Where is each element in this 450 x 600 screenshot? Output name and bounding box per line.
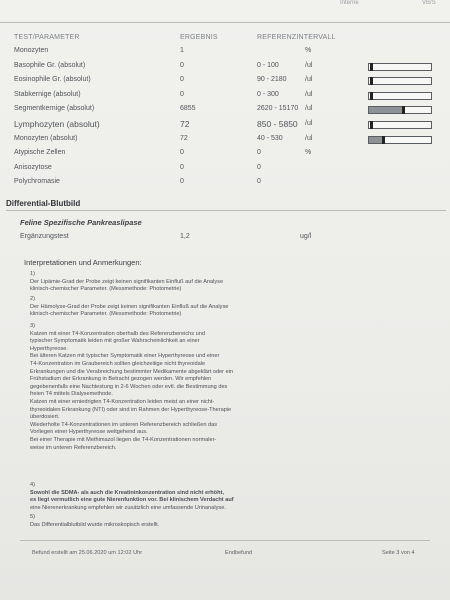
reference-gauge bbox=[368, 121, 432, 129]
test-unit: ug/l bbox=[300, 233, 312, 240]
note-line: klinisch-chemischer Parameter. (Messmethode: Photometrie) bbox=[30, 286, 182, 293]
note-line: eine Nierenerkrankung empfehlen wir zusätzlich eine umfassende Urinanalyse. bbox=[30, 504, 226, 511]
unit: /ul bbox=[305, 134, 313, 142]
note-1 bbox=[30, 271, 223, 294]
note-line: Der Hämolyse-Grad der Probe zeigt keinen signifikanten Einfluß auf die Analyse bbox=[30, 303, 229, 310]
gauge-marker bbox=[370, 121, 373, 129]
parameter-name: Stabkernige (absolut) bbox=[14, 90, 81, 98]
reference-range: 0 bbox=[257, 178, 261, 186]
result-row bbox=[0, 178, 450, 192]
gauge-marker bbox=[370, 77, 373, 85]
parameter-name: Monozyten bbox=[14, 47, 49, 54]
test-name: Ergänzungstest bbox=[20, 233, 69, 240]
note-2 bbox=[30, 296, 228, 319]
result-value: 0 bbox=[180, 90, 184, 98]
note-number: 4) bbox=[30, 482, 35, 488]
result-value: 0 bbox=[180, 149, 184, 157]
note-5 bbox=[30, 514, 159, 529]
note-line: Wiederholte T4-Konzentrationen im unteren Referenzbereich schließen das bbox=[30, 421, 218, 428]
section-title: Differential-Blutbild bbox=[6, 199, 81, 208]
note-line: überdosiert. bbox=[30, 414, 60, 421]
result-value: 6855 bbox=[180, 105, 196, 113]
gauge-fill bbox=[369, 107, 403, 113]
top-strip bbox=[0, 0, 450, 9]
note-line: gegebenenfalls eine Nachtestung in 2-6 Wochen oder evtl. die Bestimmung des bbox=[30, 383, 228, 390]
result-value: 1 bbox=[180, 47, 184, 54]
parameter-name: Monozyten (absolut) bbox=[14, 134, 78, 142]
note-line: Hyperthyreose. bbox=[30, 345, 68, 352]
reference-range: 2620 - 15170 bbox=[257, 105, 299, 113]
result-row bbox=[0, 91, 450, 105]
reference-range: 0 bbox=[257, 149, 261, 157]
note-line: Bei älteren Katzen mit typischer Symptomatik einer Hyperthyreose und einer bbox=[30, 353, 220, 360]
reference-gauge bbox=[368, 92, 432, 100]
note-line: Bei einer Therapie mit Methimazol liegen die T4-Konzentrationen normaler- bbox=[30, 436, 217, 443]
reference-range: 40 - 530 bbox=[257, 134, 283, 142]
gauge-marker bbox=[370, 63, 373, 71]
result-row bbox=[0, 135, 450, 149]
result-row bbox=[0, 105, 450, 119]
column-header-reference: REFERENZINTERVALL bbox=[257, 34, 336, 41]
unit: /ul bbox=[305, 105, 313, 113]
note-line: Sowohl die SDMA- als auch die Kreatininkonzentration sind nicht erhöht, bbox=[30, 489, 224, 496]
parameter-name: Lymphozyten (absolut) bbox=[14, 119, 100, 129]
result-value: 0 bbox=[180, 163, 184, 171]
unit: % bbox=[305, 149, 312, 157]
result-value: 0 bbox=[180, 76, 184, 84]
note-line: Der Lipämie-Grad der Probe zeigt keinen signifikanten Einfluß auf die Analyse bbox=[30, 278, 224, 285]
note-line: freien T4 mittels Dialysemethode. bbox=[30, 391, 113, 398]
note-line: es liegt vermutlich eine gute Nierenfunktion vor. Bei klinischem Verdacht auf bbox=[30, 497, 234, 504]
note-3 bbox=[30, 323, 233, 452]
note-line: weise im unteren Referenzbereich. bbox=[30, 444, 117, 451]
unit: /ul bbox=[305, 76, 313, 84]
reference-gauge bbox=[368, 106, 432, 114]
column-header-parameter: TEST/PARAMETER bbox=[14, 34, 80, 41]
header-divider bbox=[0, 22, 450, 23]
result-row bbox=[0, 76, 450, 90]
unit: % bbox=[305, 47, 312, 54]
note-line: klinisch-chemischer Parameter. (Messmethode: Photometrie) bbox=[30, 311, 182, 318]
reference-gauge bbox=[368, 136, 432, 144]
reference-range: 850 - 5850 bbox=[257, 119, 298, 129]
note-number: 3) bbox=[30, 323, 35, 329]
reference-range: 0 bbox=[257, 163, 261, 171]
note-line: Vorliegen einer Hyperthyreose weitgehend aus. bbox=[30, 429, 148, 436]
reference-range: 90 - 2180 bbox=[257, 76, 287, 84]
result-row bbox=[0, 164, 450, 178]
parameter-name: Segmentkernige (absolut) bbox=[14, 105, 95, 113]
interpretation-title: Interpretationen und Anmerkungen: bbox=[24, 258, 142, 267]
result-row bbox=[0, 47, 450, 61]
gauge-marker bbox=[370, 92, 373, 100]
subsection-title: Feline Spezifische Pankreaslipase bbox=[20, 218, 142, 227]
result-value: 72 bbox=[180, 134, 188, 142]
note-line: typischer Symptomatik leiden mit großer Wahrscheinlichkeit an einer bbox=[30, 338, 200, 345]
column-header-result: ERGEBNIS bbox=[180, 34, 218, 41]
header-mark-b: VB/S bbox=[422, 0, 436, 6]
reference-gauge bbox=[368, 77, 432, 85]
parameter-name: Anisozytose bbox=[14, 163, 52, 171]
note-line: Erkrankungen und die Verabreichung bestimmter Medikamente abgeklärt oder ein bbox=[30, 368, 234, 375]
note-line: Das Differentialblutbild wurde mikroskopisch erstellt. bbox=[30, 521, 160, 528]
reference-gauge bbox=[368, 63, 432, 71]
parameter-name: Polychromasie bbox=[14, 178, 60, 186]
header-mark-a: Interne bbox=[340, 0, 359, 6]
result-row bbox=[0, 62, 450, 76]
note-number: 1) bbox=[30, 271, 35, 277]
footer-divider bbox=[20, 540, 430, 541]
reference-range: 0 - 300 bbox=[257, 90, 279, 98]
result-value: 0 bbox=[180, 178, 184, 186]
note-line: T4-Konzentration im Graubereich sollten gleichzeitige nicht thyreoidale bbox=[30, 360, 206, 367]
gauge-marker bbox=[382, 136, 385, 144]
result-value: 0 bbox=[180, 61, 184, 69]
footer-page: Seite 3 von 4 bbox=[382, 550, 415, 556]
test-value: 1,2 bbox=[180, 233, 190, 240]
note-line: Frühstadium der Erkrankung in Betracht gezogen werden. Wir empfehlen bbox=[30, 376, 212, 383]
note-4 bbox=[30, 482, 234, 512]
reference-range: 0 - 100 bbox=[257, 61, 279, 69]
note-line: Katzen mit einer T4-Konzentration oberhalb des Referenzbereichs und bbox=[30, 330, 205, 337]
unit: /ul bbox=[305, 61, 313, 69]
unit: /ul bbox=[305, 120, 313, 127]
section-divider bbox=[6, 210, 446, 211]
unit: /ul bbox=[305, 90, 313, 98]
footer-status: Endbefund bbox=[225, 550, 253, 556]
note-number: 5) bbox=[30, 514, 35, 520]
parameter-name: Eosinophile Gr. (absolut) bbox=[14, 76, 91, 84]
note-line: thyreoidalen Erkrankung (NTI) oder sind im Rahmen der Hyperthyreose-Therapie bbox=[30, 406, 232, 413]
parameter-name: Atypische Zellen bbox=[14, 149, 66, 157]
gauge-marker bbox=[402, 106, 405, 114]
result-row bbox=[0, 120, 450, 134]
footer-created: Befund erstellt am 25.06.2020 um 12:02 Uhr bbox=[32, 550, 143, 556]
supplementary-test-row bbox=[20, 233, 440, 245]
parameter-name: Basophile Gr. (absolut) bbox=[14, 61, 86, 69]
result-value: 72 bbox=[180, 119, 190, 129]
result-row bbox=[0, 149, 450, 163]
gauge-fill bbox=[369, 137, 383, 143]
note-number: 2) bbox=[30, 296, 35, 302]
note-line: Katzen mit einer erniedrigten T4-Konzentration leiden meist an einer nicht- bbox=[30, 398, 215, 405]
